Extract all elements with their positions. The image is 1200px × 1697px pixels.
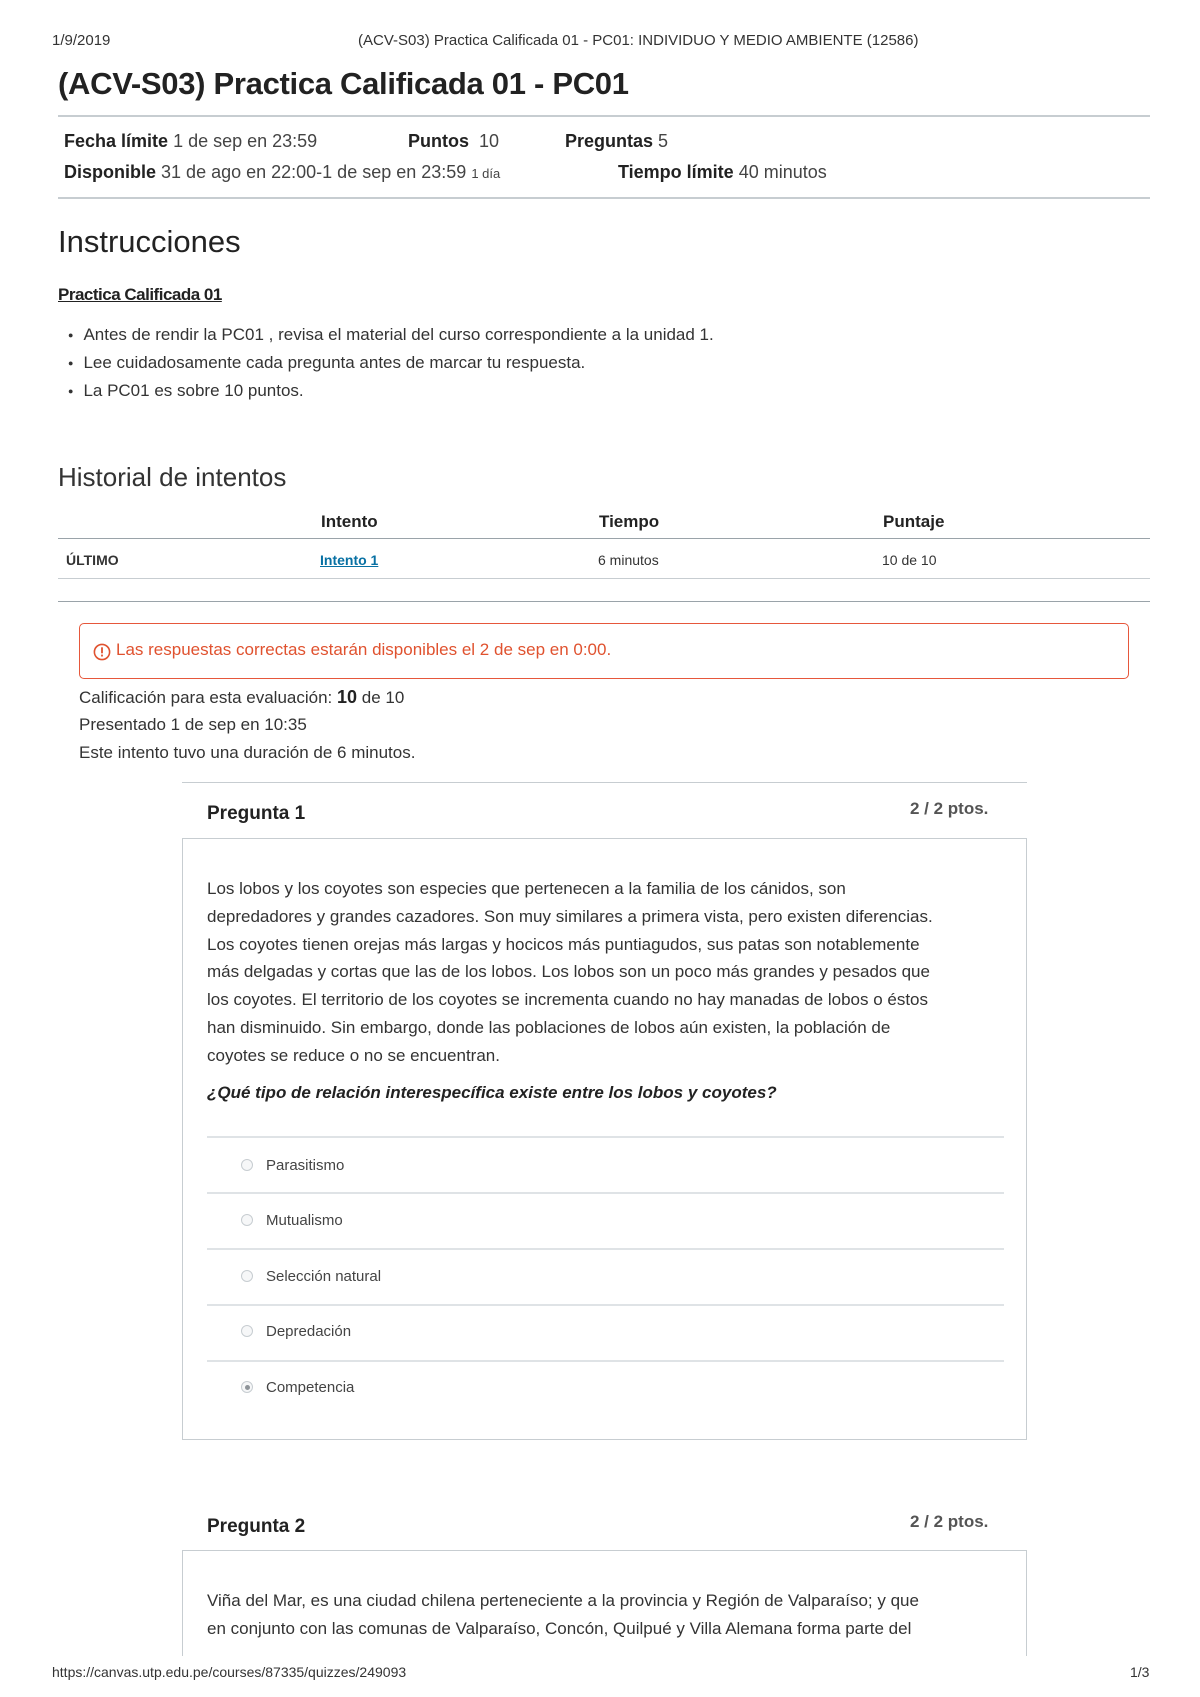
text-line: más delgadas y cortas que las de los lobos. Los lobos son un poco más grandes y pesados que xyxy=(207,962,930,982)
column-header-attempt: Intento xyxy=(321,512,378,531)
exclamation-circle-icon xyxy=(93,643,111,666)
quiz-availability xyxy=(64,162,500,183)
list-item: ● La PC01 es sobre 10 puntos. xyxy=(68,380,714,408)
question-1-points: 2 / 2 ptos. xyxy=(910,799,989,818)
attempt-score: 10 de 10 xyxy=(882,552,937,568)
table-row-divider xyxy=(58,578,1150,579)
quiz-time-limit xyxy=(618,162,827,183)
text-line: en conjunto con las comunas de Valparaíso, Concón, Quilpué y Villa Alemana forma parte del xyxy=(207,1618,912,1638)
grade-score: 10 xyxy=(337,687,358,707)
attempt-time: 6 minutos xyxy=(598,552,659,568)
radio-button[interactable] xyxy=(241,1214,253,1226)
print-page-number: 1/3 xyxy=(1130,1664,1150,1680)
question-2-text xyxy=(207,1587,1007,1643)
table-header-divider xyxy=(58,538,1150,539)
available-extra: 1 día xyxy=(471,166,501,181)
text-line: han disminuido. Sin embargo, donde las poblaciones de lobos aún existen, la población de xyxy=(207,1017,891,1037)
answer-label: Parasitismo xyxy=(266,1157,345,1174)
points-label: Puntos xyxy=(408,131,469,151)
text-line: Viña del Mar, es una ciudad chilena perteneciente a la provincia y Región de Valparaíso; y que xyxy=(207,1591,919,1610)
instructions-heading: Instrucciones xyxy=(58,224,241,259)
questions-label: Preguntas xyxy=(565,131,654,151)
time-limit-label: Tiempo límite xyxy=(618,162,734,182)
page-title: (ACV-S03) Practica Calificada 01 - PC01 xyxy=(58,66,629,101)
questions-value: 5 xyxy=(658,131,669,151)
quiz-points xyxy=(408,131,499,152)
answer-divider xyxy=(207,1304,1004,1306)
meta-divider xyxy=(58,197,1150,199)
instructions-subheading: Practica Calificada 01 xyxy=(58,285,222,304)
answer-divider xyxy=(207,1360,1004,1362)
grade-suffix: de 10 xyxy=(361,688,405,707)
question-2-points: 2 / 2 ptos. xyxy=(910,1512,989,1531)
title-divider xyxy=(58,115,1150,117)
history-heading: Historial de intentos xyxy=(58,462,287,492)
text-line: Los coyotes tienen orejas más largas y hocicos más puntiagudos, sus patas son notablemente xyxy=(207,934,920,954)
text-line: depredadores y grandes cazadores. Son muy similares a primera vista, pero existen diferencias. xyxy=(207,906,933,926)
answer-label: Mutualismo xyxy=(266,1212,343,1229)
answer-divider xyxy=(207,1248,1004,1250)
alert-text: Las respuestas correctas estarán disponibles el 2 de sep en 0:00. xyxy=(116,640,612,659)
print-url: https://canvas.utp.edu.pe/courses/87335/quizzes/249093 xyxy=(52,1664,407,1680)
answer-label: Depredación xyxy=(266,1323,352,1340)
quiz-due-date xyxy=(64,131,317,152)
print-date: 1/9/2019 xyxy=(52,32,111,49)
quiz-questions xyxy=(565,131,668,152)
question-1-title: Pregunta 1 xyxy=(207,803,306,824)
question-1-top-divider xyxy=(182,782,1027,783)
radio-button[interactable] xyxy=(241,1325,253,1337)
radio-button[interactable] xyxy=(241,1159,253,1171)
available-value: 31 de ago en 22:00-1 de sep en 23:59 xyxy=(161,162,467,182)
grade-line xyxy=(79,687,404,708)
latest-label: ÚLTIMO xyxy=(66,552,119,568)
text-line: Los lobos y los coyotes son especies que pertenecen a la familia de los cánidos, son xyxy=(207,879,846,898)
answer-divider xyxy=(207,1192,1004,1194)
question-2-title: Pregunta 2 xyxy=(207,1516,306,1537)
due-value: 1 de sep en 23:59 xyxy=(173,131,318,151)
grade-prefix: Calificación para esta evaluación: xyxy=(79,688,333,707)
column-header-score: Puntaje xyxy=(883,512,945,531)
answer-label: Selección natural xyxy=(266,1268,382,1285)
column-header-time: Tiempo xyxy=(599,512,660,531)
submitted-date: Presentado 1 de sep en 10:35 xyxy=(79,715,307,734)
question-1-text xyxy=(207,875,1007,1070)
available-label: Disponible xyxy=(64,162,157,182)
section-divider xyxy=(58,601,1150,602)
print-page-title: (ACV-S03) Practica Calificada 01 - PC01: INDIVIDUO Y MEDIO AMBIENTE (12586) xyxy=(358,32,919,49)
text-line: coyotes se reduce o no se encuentran. xyxy=(207,1045,500,1065)
instructions-list xyxy=(68,324,714,408)
radio-button[interactable] xyxy=(241,1270,253,1282)
attempt-link[interactable]: Intento 1 xyxy=(320,552,379,568)
time-limit-value: 40 minutos xyxy=(738,162,827,182)
attempt-duration: Este intento tuvo una duración de 6 minutos. xyxy=(79,743,416,762)
text-line: los coyotes. El territorio de los coyotes se incrementa cuando no hay manadas de lobos o éstos xyxy=(207,990,929,1010)
due-label: Fecha límite xyxy=(64,131,169,151)
answer-label: Competencia xyxy=(266,1379,355,1396)
radio-button-selected[interactable] xyxy=(241,1381,253,1393)
question-1-prompt: ¿Qué tipo de relación interespecífica existe entre los lobos y coyotes? xyxy=(207,1083,777,1102)
list-item: ● Lee cuidadosamente cada pregunta antes de marcar tu respuesta. xyxy=(68,352,714,380)
points-value: 10 xyxy=(479,131,500,151)
answer-divider xyxy=(207,1136,1004,1138)
list-item: ● Antes de rendir la PC01 , revisa el material del curso correspondiente a la unidad 1. xyxy=(68,324,714,352)
